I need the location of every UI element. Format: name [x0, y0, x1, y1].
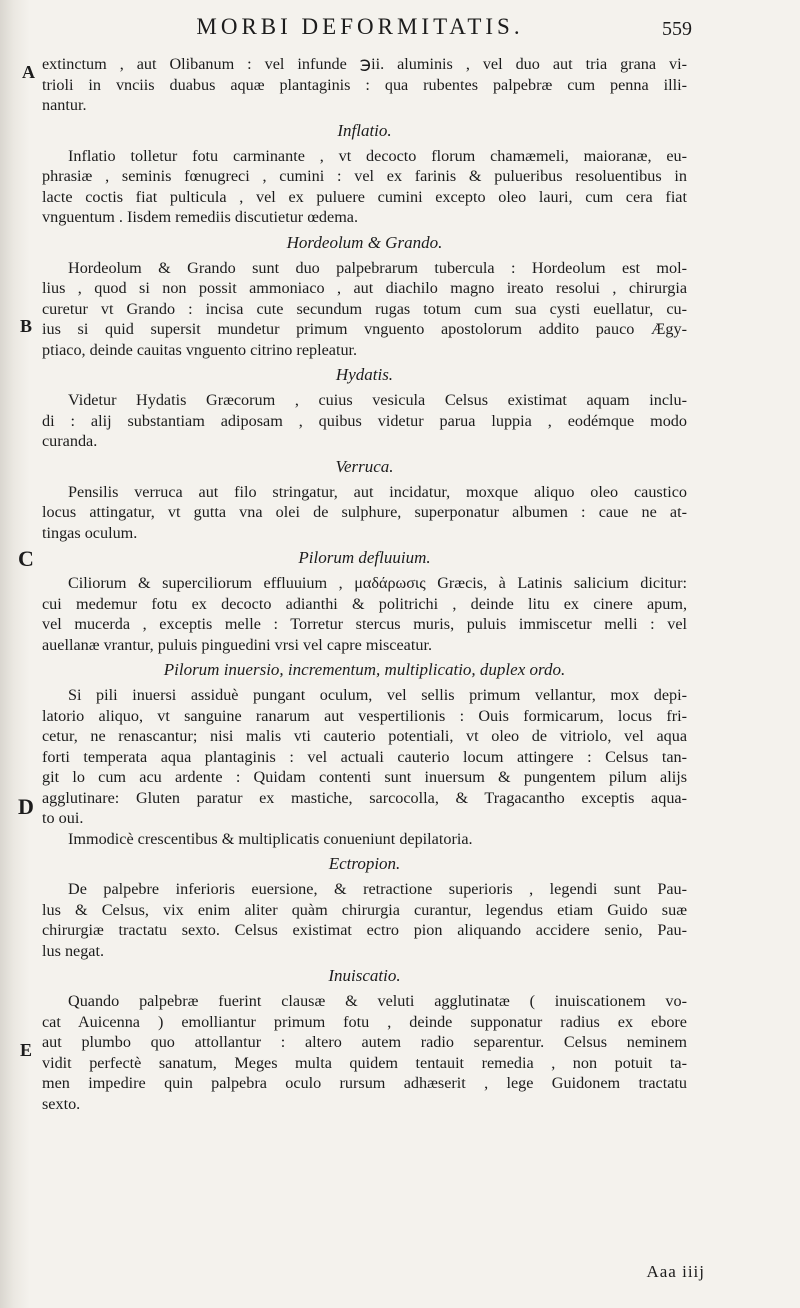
section-heading: Inuiscatio.: [328, 966, 401, 985]
margin-letter-c: C: [18, 546, 34, 571]
text-line: Hordeolum & Grando sunt duo palpebrarum tubercula : Hordeolum est mol-: [68, 258, 687, 277]
text-line: Si pili inuersi assiduè pungant oculum, vel sellis primum vellantur, mox depi-: [68, 686, 687, 704]
text-line: forti temperata aqua plantaginis : vel actuali cauterio locum attingere : Celsus tan-: [42, 747, 687, 766]
page-number: 559: [662, 18, 692, 40]
text-line: cetur, ne renascantur; nisi malis vti cauterio potentiali, vt oleo de vitriolo, vel aqua: [42, 727, 687, 745]
section-heading: Inflatio.: [337, 120, 392, 140]
text-line: ius si quid supersit mundetur primum vnguento apostolorum addito pauco Ægy-: [42, 320, 687, 338]
text-line: Ciliorum & superciliorum effluuium , μαδάρωσις Græcis, à Latinis salicium dicitur:: [68, 574, 687, 592]
text-line: sexto.: [42, 1094, 81, 1113]
section-ectropion: [42, 851, 687, 961]
text-line: trioli in vnciis duabus aquæ plantaginis : qua rubentes palpebræ cum penna illi-: [42, 75, 687, 94]
text-body: [42, 54, 687, 1114]
text-line: lacte coctis fiat pulticula , vel ex puluere cumini excepto oleo lauri, cum cera fiat: [42, 187, 687, 206]
text-line: tingas oculum.: [42, 523, 138, 542]
text-line: auellanæ vrantur, puluis pinguedini vrsi vel capre misceatur.: [42, 635, 432, 654]
text-line: vel mucerda , exceptis melle : Torretur stercus muris, puluis immiscetur melli : vel: [42, 615, 687, 633]
text-line: nantur.: [42, 96, 87, 114]
section-heading: Verruca.: [335, 456, 394, 476]
section-inuiscatio: [42, 963, 687, 1114]
text-line: cat Auicenna ) emolliantur primum fotu , deinde supponatur radius ex ebore: [42, 1012, 687, 1031]
text-line: git lo cum acu ardente : Quidam contenti sunt inuersum & pungentem pilum alijs: [42, 768, 687, 786]
text-line: Immodicè crescentibus & multiplicatis conueniunt depilatoria.: [68, 829, 473, 848]
margin-letter-d: D: [18, 794, 34, 819]
text-line: to oui.: [42, 809, 84, 827]
text-line: extinctum , aut Olibanum : vel infunde ℈ii. aluminis , vel duo aut tria grana vi-: [42, 55, 687, 73]
text-line: Inflatio tolletur fotu carminante , vt decocto florum chamæmeli, maioranæ, eu-: [68, 146, 687, 165]
text-line: curetur vt Grando : incisa cute secundum rugas totum cum sua cysti euellatur, cu-: [42, 299, 687, 318]
section-heading: Hydatis.: [335, 365, 394, 384]
section-continuation: [42, 54, 687, 116]
text-line: phrasiæ , seminis fœnugreci , cumini : vel ex farinis & pulueribus resoluentibus in: [42, 167, 687, 185]
signature-mark: Aaa iiij: [646, 1262, 705, 1281]
text-line: lius , quod si non possit ammoniaco , aut diachilo magno ireato resolui , chirurgia: [42, 279, 687, 297]
text-line: vnguentum . Iisdem remediis discutietur œdema.: [42, 208, 359, 226]
text-line: aut plumbo quo attollantur : altero autem radio separentur. Celsus neminem: [42, 1033, 687, 1051]
text-line: agglutinare: Gluten paratur ex mastiche, sarcocolla, & Tragacantho exceptis aqua-: [42, 788, 687, 807]
text-line: di : alij substantiam adiposam , quibus videtur parua luppia , eodémque modo: [42, 411, 687, 430]
margin-letter-e: E: [20, 1040, 33, 1060]
text-line: lus & Celsus, vix enim aliter quàm chirurgia curantur, legendus etiam Guido suæ: [42, 900, 687, 919]
text-line: men impedire quin palpebra oculo rursum adhæserit , lege Guidonem tractatu: [42, 1074, 687, 1092]
text-line: Pensilis verruca aut filo stringatur, aut incidatur, moxque aliquo oleo caustico: [68, 482, 687, 501]
running-head: MORBI DEFORMITATIS.: [196, 14, 524, 39]
section-pilorum-defluuium: [42, 545, 687, 655]
section-inflatio: [42, 118, 687, 228]
text-line: Videtur Hydatis Græcorum , cuius vesicula Celsus existimat aquam inclu-: [68, 391, 687, 409]
text-line: curanda.: [42, 432, 98, 450]
text-line: chirurgiæ tractatu sexto. Celsus existimat ectro pion aliquando accidere senio, Pau-: [42, 921, 687, 939]
section-heading: Pilorum inuersio, incrementum, multiplicatio, duplex ordo.: [163, 660, 566, 679]
text-line: De palpebre inferioris euersione, & retractione superioris , legendi sunt Pau-: [68, 880, 687, 898]
section-heading: Ectropion.: [328, 854, 401, 873]
text-line: vidit perfectè sanatum, Meges multa quidem tentauit remedia , non potuit ta-: [42, 1053, 687, 1072]
section-hordeolum: [42, 230, 687, 361]
text-line: Quando palpebræ fuerint clausæ & veluti agglutinatæ ( inuiscationem vo-: [68, 992, 687, 1010]
text-line: latorio aliquo, vt sanguine ranarum aut vespertilionis : Ouis formicarum, locus fri-: [42, 706, 687, 725]
text-line: locus attingatur, vt gutta vna olei de sulphure, superponatur albumen : caue ne at-: [42, 503, 687, 521]
section-pilorum-inuersio: [42, 657, 687, 849]
text-line: cui medemur fotu ex decocto adianthi & politrichi , deinde litu ex cinere apum,: [42, 594, 687, 613]
section-verruca: [42, 454, 687, 544]
text-line: lus negat.: [42, 941, 105, 960]
margin-letter-b: B: [20, 316, 33, 336]
section-heading: Hordeolum & Grando.: [286, 232, 443, 252]
section-hydatis: [42, 362, 687, 452]
text-line: ptiaco, deinde cauitas vnguento citrino repleatur.: [42, 340, 358, 359]
margin-letter-a: A: [22, 62, 35, 82]
section-heading: Pilorum defluuium.: [298, 548, 431, 567]
